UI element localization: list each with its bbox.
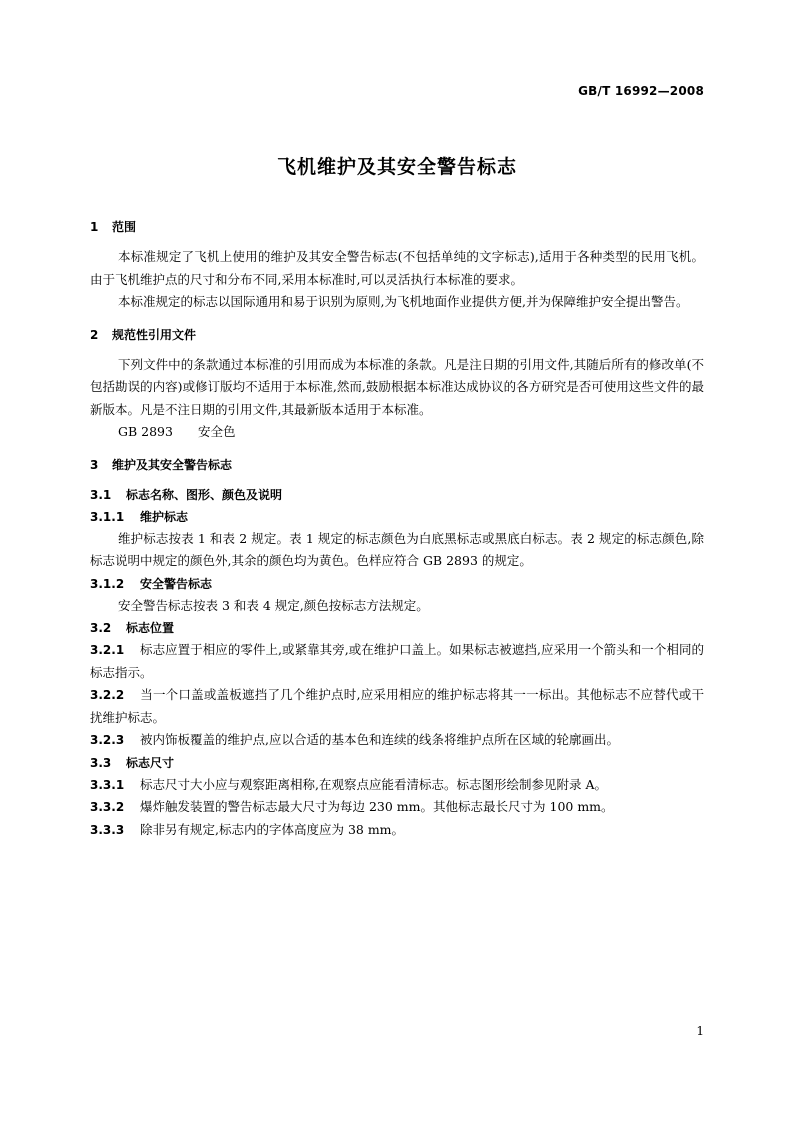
subsection-heading-3-1 [90,484,704,506]
subsection-number: 3.2 [90,621,112,635]
subsection-heading-3-1-1 [90,506,704,528]
clause-number: 3.2.2 [90,688,125,702]
subsection-number: 3.1 [90,487,112,502]
clause-number: 3.3.2 [90,800,125,814]
section-heading-2 [90,324,704,346]
clause-number: 3.2.1 [90,643,125,657]
subsection-title: 标志名称、图形、颜色及说明 [126,487,283,502]
section-title: 维护及其安全警告标志 [112,457,233,472]
subsection-number: 3.1.1 [90,509,125,524]
clause-number: 3.3.1 [90,777,125,792]
clause-text: 爆炸触发装置的警告标志最大尺寸为每边 230 mm。其他标志最长尺寸为 100 mm。 [140,799,614,814]
normative-reference [90,421,704,444]
subsection-number: 3.1.2 [90,576,125,591]
document-body [90,216,704,841]
reference-title: 安全色 [198,424,236,439]
paragraph: 本标准规定了飞机上使用的维护及其安全警告标志(不包括单纯的文字标志),适用于各种类型的民用飞机。由于飞机维护点的尺寸和分布不同,采用本标准时,可以灵活执行本标准的要求。 [90,249,704,287]
reference-code: GB 2893 [118,424,173,439]
subsection-title: 安全警告标志 [140,576,213,591]
paragraph: 维护标志按表 1 和表 2 规定。表 1 规定的标志颜色为白底黑标志或黑底白标志。表 2 规定的标志颜色,除标志说明中规定的颜色外,其余的颜色均为黄色。色样应符合 GB 2893 的规定。 [90,530,704,568]
clause-3-3-2 [90,796,704,819]
subsection-title: 维护标志 [140,509,189,524]
clause-3-3-1 [90,774,704,797]
clause-text: 被内饰板覆盖的维护点,应以合适的基本色和连续的线条将维护点所在区域的轮廓画出。 [140,732,619,747]
clause-number: 3.3.3 [90,822,125,837]
clause-text: 除非另有规定,标志内的字体高度应为 38 mm。 [140,821,405,837]
paragraph: 安全警告标志按表 3 和表 4 规定,颜色按标志方法规定。 [118,597,429,613]
subsection-heading-3-1-2 [90,573,704,595]
document-title: 飞机维护及其安全警告标志 [276,156,517,178]
section-title: 规范性引用文件 [112,327,197,342]
paragraph: 本标准规定的标志以国际通用和易于识别为原则,为飞机地面作业提供方便,并为保障维护安全提出警告。 [118,294,689,309]
clause-text: 标志应置于相应的零件上,或紧靠其旁,或在维护口盖上。如果标志被遮挡,应采用一个箭头和一个相同的标志指示。 [90,642,704,680]
subsection-heading-3-2 [90,617,704,639]
subsection-title: 标志尺寸 [126,755,175,770]
page-number: 1 [696,1024,704,1038]
clause-3-3-3 [90,819,704,842]
section-number: 3 [90,457,99,472]
subsection-title: 标志位置 [126,621,175,635]
clause-text: 标志尺寸大小应与观察距离相称,在观察点应能看清标志。标志图形绘制参见附录 A。 [140,776,607,792]
clause-3-2-2 [90,684,704,729]
section-heading-3 [90,454,704,476]
subsection-heading-3-3 [90,752,704,774]
section-title: 范围 [112,220,137,234]
subsection-number: 3.3 [90,755,112,770]
standard-code: GB/T 16992—2008 [578,84,704,98]
clause-3-2-3 [90,729,704,752]
clause-text: 当一个口盖或盖板遮挡了几个维护点时,应采用相应的维护标志将其一一标出。其他标志不应替代或干扰维护标志。 [90,687,704,725]
clause-3-2-1 [90,639,704,684]
section-number: 1 [90,220,99,234]
section-heading-1 [90,216,704,238]
paragraph: 下列文件中的条款通过本标准的引用而成为本标准的条款。凡是注日期的引用文件,其随后所有的修改单(不包括勘误的内容)或修订版均不适用于本标准,然而,鼓励根据本标准达成协议的各方研究是否可使用这些文件的最新版本。凡是不注日期的引用文件,其最新版本适用于本标准。 [90,356,704,417]
clause-number: 3.2.3 [90,733,125,747]
section-number: 2 [90,327,99,342]
